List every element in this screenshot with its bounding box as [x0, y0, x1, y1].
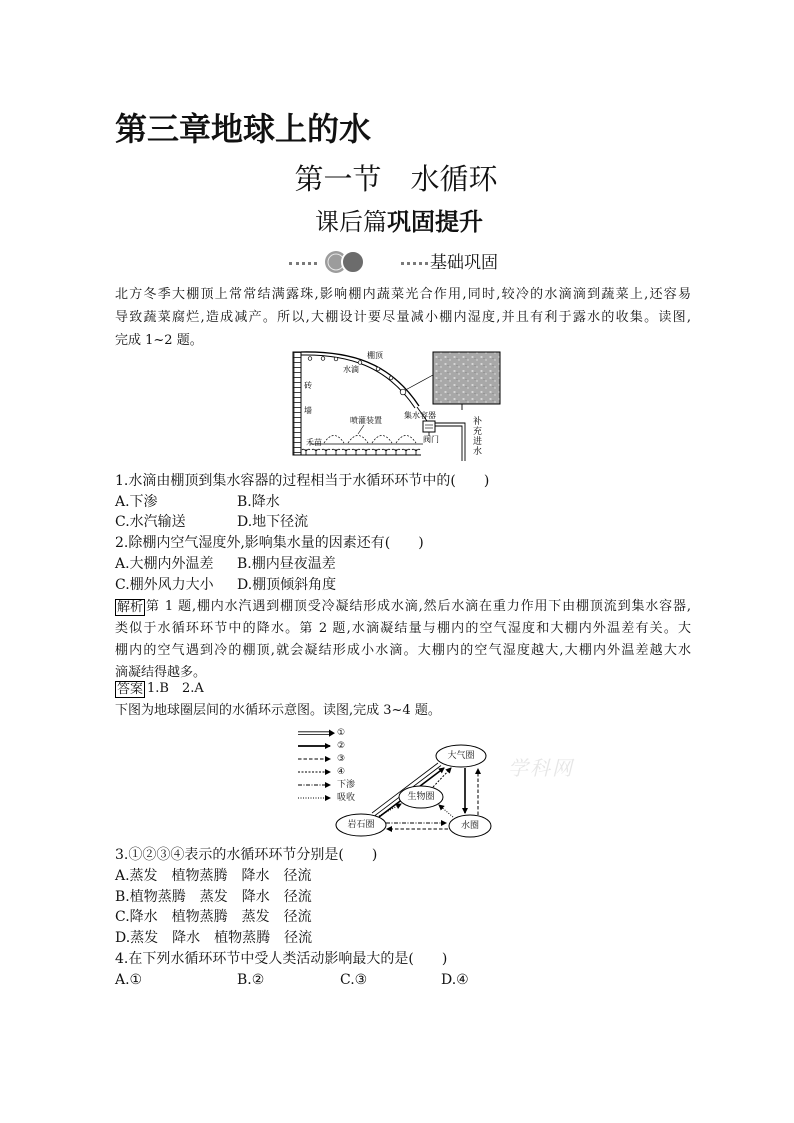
label-roof: 棚顶: [367, 351, 383, 360]
label-wall: 墙: [304, 406, 312, 415]
analysis-line: 滴凝结得越多。: [115, 665, 207, 680]
question-2-stem: 2.除棚内空气湿度外,影响集水量的因素还有( ): [115, 535, 424, 551]
question-2-option: D.棚顶倾斜角度: [237, 577, 337, 593]
sphere-lithosphere: 岩石圈: [347, 820, 375, 830]
sphere-hydrosphere: 水圈: [460, 821, 480, 831]
section-label: 基础巩固: [430, 253, 498, 273]
question-3-option: B.植物蒸腾 蒸发 降水 径流: [115, 889, 312, 905]
question-1-option: C.水汽输送: [115, 514, 186, 530]
intro-2: 下图为地球圈层间的水循环示意图。读图,完成 3~4 题。: [115, 703, 441, 718]
legend-label: ②: [337, 741, 346, 751]
question-4-stem: 4.在下列水循环环节中受人类活动影响最大的是( ): [115, 951, 448, 967]
label-container: 集水容器: [404, 411, 436, 420]
question-1-option: D.地下径流: [237, 514, 309, 530]
sphere-water-cycle-diagram: [293, 725, 503, 840]
analysis-tag: 解析: [117, 600, 144, 615]
subtitle-bold: 巩固提升: [387, 208, 483, 236]
legend-label: ③: [337, 754, 346, 764]
section-title: 第一节 水循环: [294, 162, 498, 196]
legend-label: 吸收: [337, 793, 356, 803]
dotted-divider-right: [401, 262, 428, 265]
question-3-option: C.降水 植物蒸腾 蒸发 径流: [115, 909, 312, 925]
analysis-line: 类似于水循环环节中的降水。第 2 题,水滴凝结量与棚内的空气湿度和大棚内外温差有关。大: [115, 621, 691, 636]
dotted-divider-left: [289, 262, 317, 265]
watermark: 学科网: [508, 756, 574, 780]
question-4-option: D.④: [441, 972, 469, 988]
label-sprinkler: 喷灌装置: [350, 416, 382, 425]
question-3-stem: 3.①②③④表示的水循环环节分别是( ): [115, 847, 378, 863]
sphere-atmosphere: 大气圈: [447, 751, 475, 761]
label-valve: 阀门: [423, 435, 439, 444]
sphere-biosphere: 生物圈: [407, 792, 435, 802]
intro-line: 完成 1~2 题。: [115, 333, 203, 348]
question-1-stem: 1.水滴由棚顶到集水容器的过程相当于水循环环节中的( ): [115, 473, 490, 489]
question-4-option: C.③: [340, 972, 368, 988]
answer-text: 1.B 2.A: [147, 681, 204, 696]
question-2-option: C.棚外风力大小: [115, 577, 214, 593]
greenhouse-diagram: [290, 348, 505, 464]
label-inlet: 补充进水: [471, 416, 481, 456]
label-seedling: 禾苗: [306, 438, 322, 447]
question-1-option: B.降水: [237, 494, 280, 510]
question-2-option: B.棚内昼夜温差: [237, 556, 336, 572]
label-brick: 砖: [304, 381, 312, 390]
chapter-title: 第三章地球上的水: [115, 110, 372, 148]
question-3-option: D.蒸发 降水 植物蒸腾 径流: [115, 930, 313, 946]
answer-tag: 答案: [117, 682, 144, 697]
legend-label: ④: [337, 767, 346, 777]
double-circle-icon: [322, 250, 368, 274]
legend-label: 下渗: [337, 780, 356, 790]
subtitle: [0, 207, 794, 237]
analysis-line: 棚内的空气遇到冷的棚顶,就会凝结形成小水滴。大棚内的空气湿度越大,大棚内外温差越大水: [115, 643, 691, 658]
question-4-option: B.②: [237, 972, 265, 988]
question-4-option: A.①: [115, 972, 143, 988]
subtitle-normal: 课后篇: [315, 208, 387, 236]
question-2-option: A.大棚内外温差: [115, 556, 214, 572]
question-1-option: A.下渗: [115, 494, 158, 510]
intro-line: 导致蔬菜腐烂,造成减产。所以,大棚设计要尽量减小棚内湿度,并且有利于露水的收集。读图,: [115, 310, 691, 325]
intro-line: 北方冬季大棚顶上常常结满露珠,影响棚内蔬菜光合作用,同时,较冷的水滴滴到蔬菜上,还容易: [115, 287, 691, 302]
legend-label: ①: [337, 728, 346, 738]
label-drop: 水滴: [343, 365, 359, 374]
analysis-line: 第 1 题,棚内水汽遇到棚顶受冷凝结形成水滴,然后水滴在重力作用下由棚顶流到集水容器,: [146, 599, 691, 614]
question-3-option: A.蒸发 植物蒸腾 降水 径流: [115, 868, 312, 884]
